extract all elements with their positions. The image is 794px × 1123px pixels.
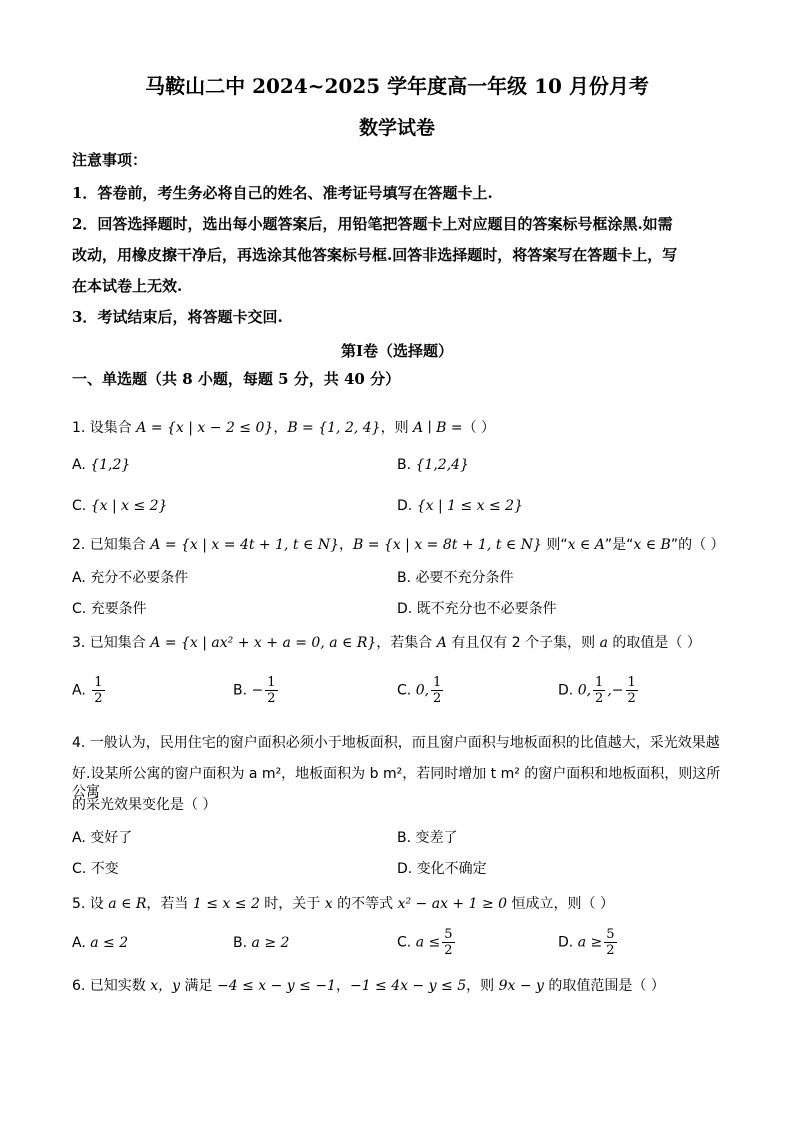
q2-stem-a: 2. 已知集合 — [72, 537, 151, 553]
fraction-numerator: 1 — [433, 675, 442, 690]
q3-var-a: a — [599, 635, 608, 651]
volume-title: 第Ⅰ卷（选择题） — [340, 342, 454, 360]
question-1-stem — [72, 419, 732, 437]
q2-option-c — [72, 598, 147, 618]
q5-option-a-text: a ≤ 2 — [90, 935, 129, 951]
q3-var-a-set: A — [436, 635, 447, 651]
q5-option-d-prefix: a ≥ — [577, 934, 603, 951]
q4-option-a — [72, 827, 132, 847]
q3-option-d-fraction-2 — [626, 675, 638, 706]
q3-stem-a: 3. 已知集合 — [72, 635, 151, 651]
q4-option-d — [397, 858, 487, 878]
fraction-denominator: 2 — [627, 691, 636, 706]
q2-option-b-text: 必要不充分条件 — [415, 570, 514, 586]
q1-set-b: B = {1, 2, 4} — [287, 420, 381, 436]
q4-option-a-label: A. — [72, 830, 86, 846]
q5-option-d-fraction — [604, 927, 616, 958]
q6-stem-d: ，则 — [466, 978, 499, 994]
q4-option-c-text: 不变 — [90, 861, 119, 877]
q2-stem-e: ”的（ ） — [670, 537, 725, 553]
q3-option-c-fraction — [431, 675, 443, 706]
q3-option-b-label: B. — [233, 682, 248, 699]
q6-stem-c: ， — [335, 978, 350, 994]
q1-stem-a: 1. 设集合 — [72, 420, 137, 436]
q6-stem-a: 6. 已知实数 — [72, 978, 151, 994]
q4-option-d-label: D. — [397, 861, 413, 877]
q3-option-d — [558, 675, 640, 706]
question-4-line-2: 好.设某所公寓的窗户面积为 a m²，地板面积为 b m²，若同时增加 t m² 的窗户面积和地板面积，则这所公寓 — [72, 766, 721, 800]
q1-option-c-label: C. — [72, 498, 87, 514]
q1-option-c — [72, 498, 167, 514]
q1-option-d-label: D. — [397, 498, 413, 514]
section-title: 一、单选题（共 8 小题，每题 5 分，共 40 分） — [72, 370, 401, 388]
question-4-line-3: 的采光效果变化是（ ） — [72, 797, 217, 813]
fraction-denominator: 2 — [595, 691, 604, 706]
q2-set-b: B = {x | x = 8t + 1, t ∈ N} — [352, 537, 542, 553]
q3-option-b — [233, 675, 280, 706]
fraction-denominator: 2 — [267, 691, 276, 706]
q5-stem-c: 时，关于 — [259, 896, 325, 912]
q1-expr: A ∣ B = — [413, 420, 463, 436]
question-5-stem — [72, 895, 732, 913]
exam-title: 马鞍山二中 2024~2025 学年度高一年级 10 月份月考 — [145, 74, 649, 98]
q1-option-b-label: B. — [397, 457, 412, 473]
q5-option-d — [558, 927, 619, 958]
q1-option-b — [397, 457, 469, 473]
question-3-stem — [72, 634, 732, 652]
q5-option-c-fraction — [442, 927, 454, 958]
q3-option-d-prefix: 0, — [577, 682, 592, 699]
q5-option-b-text: a ≥ 2 — [251, 935, 290, 951]
q2-option-d-text: 既不充分也不必要条件 — [416, 601, 557, 617]
q1-stem-b: ， — [273, 420, 288, 436]
notice-item-2-line3: 在本试卷上无效. — [72, 277, 183, 295]
fraction-numerator: 1 — [627, 675, 636, 690]
fraction-denominator: 2 — [433, 691, 442, 706]
q2-stem-b: ， — [338, 537, 353, 553]
fraction-denominator: 2 — [94, 691, 103, 706]
q2-option-c-label: C. — [72, 601, 87, 617]
q4-option-c-label: C. — [72, 861, 87, 877]
q3-stem-b: ，若集合 — [376, 635, 437, 651]
q1-option-c-text: {x | x ≤ 2} — [90, 498, 168, 514]
notice-item-2-line2: 改动，用橡皮擦干净后，再选涂其他答案标号框.回答非选择题时，将答案写在答题卡上，写 — [72, 246, 678, 264]
notice-item-1: 1．答卷前，考生务必将自己的姓名、准考证号填写在答题卡上. — [72, 184, 493, 202]
q2-cond-1: x ∈ A — [567, 537, 605, 553]
q6-vars: x，y — [150, 978, 181, 994]
q6-stem-e: 的取值范围是（ ） — [543, 978, 665, 994]
q6-stem-b: 满足 — [180, 978, 217, 994]
q4-option-c — [72, 858, 119, 878]
fraction-numerator: 1 — [595, 675, 604, 690]
q6-cond-2: −1 ≤ 4x − y ≤ 5 — [349, 978, 467, 994]
q5-cond-range: 1 ≤ x ≤ 2 — [192, 896, 260, 912]
q1-option-d — [397, 498, 523, 514]
q2-stem-d: ”是“ — [604, 537, 634, 553]
q5-option-a-label: A. — [72, 935, 86, 951]
fraction-denominator: 2 — [444, 943, 453, 958]
q5-option-b-label: B. — [233, 935, 248, 951]
q4-option-b-label: B. — [397, 830, 412, 846]
q3-stem-d: 的取值是（ ） — [607, 635, 701, 651]
q3-option-d-label: D. — [558, 682, 574, 699]
q4-option-b-text: 变差了 — [415, 830, 458, 846]
q2-option-c-text: 充要条件 — [90, 601, 147, 617]
fraction-numerator: 5 — [444, 927, 453, 942]
q6-cond-1: −4 ≤ x − y ≤ −1 — [216, 978, 336, 994]
q3-option-c-prefix: 0, — [415, 682, 430, 699]
q6-expr: 9x − y — [498, 978, 544, 994]
fraction-numerator: 1 — [267, 675, 276, 690]
q4-option-d-text: 变化不确定 — [416, 861, 487, 877]
fraction-numerator: 5 — [606, 927, 615, 942]
q2-option-b — [397, 567, 514, 587]
q3-set-a: A = {x | ax² + x + a = 0, a ∈ R} — [150, 635, 377, 651]
q1-option-d-text: {x | 1 ≤ x ≤ 2} — [416, 498, 523, 514]
q5-option-a — [72, 935, 128, 951]
q3-option-a — [72, 675, 107, 706]
q5-option-c-label: C. — [397, 934, 412, 951]
q5-option-c — [397, 927, 457, 958]
q5-var-x: x — [324, 896, 333, 912]
q3-option-a-fraction — [92, 675, 104, 706]
q5-option-d-label: D. — [558, 934, 574, 951]
question-6-stem — [72, 977, 732, 995]
q2-cond-2: x ∈ B — [633, 537, 671, 553]
q1-set-a: A = {x | x − 2 ≤ 0} — [136, 420, 274, 436]
q5-option-b — [233, 935, 289, 951]
q2-option-a — [72, 567, 188, 587]
q3-option-c — [397, 675, 445, 706]
q2-stem-c: 则“ — [541, 537, 568, 553]
q1-option-a-text: {1,2} — [90, 457, 131, 473]
q3-option-d-mid: ,− — [607, 682, 624, 699]
q2-option-d-label: D. — [397, 601, 413, 617]
q3-option-a-label: A. — [72, 682, 86, 699]
q2-option-a-label: A. — [72, 570, 86, 586]
q5-stem-b: ，若当 — [146, 896, 193, 912]
q5-stem-d: 的不等式 — [332, 896, 398, 912]
q5-stem-a: 5. 设 — [72, 896, 109, 912]
q1-option-a-label: A. — [72, 457, 86, 473]
q5-cond-a: a ∈ R — [108, 896, 147, 912]
fraction-numerator: 1 — [94, 675, 103, 690]
exam-subtitle: 数学试卷 — [358, 117, 435, 139]
q3-option-d-fraction-1 — [593, 675, 605, 706]
q1-stem-c: ，则 — [380, 420, 414, 436]
q2-option-b-label: B. — [397, 570, 412, 586]
q1-stem-d: （ ） — [462, 420, 496, 436]
q2-option-d — [397, 598, 557, 618]
q1-option-a — [72, 457, 130, 473]
fraction-denominator: 2 — [606, 943, 615, 958]
q2-option-a-text: 充分不必要条件 — [90, 570, 189, 586]
q4-option-a-text: 变好了 — [90, 830, 133, 846]
q5-stem-e: 恒成立，则（ ） — [507, 896, 614, 912]
q3-option-b-fraction — [265, 675, 277, 706]
q2-set-a: A = {x | x = 4t + 1, t ∈ N} — [150, 537, 339, 553]
q3-option-b-sign: − — [251, 682, 264, 699]
q3-stem-c: 有且仅有 2 个子集，则 — [446, 635, 600, 651]
notice-heading: 注意事项： — [72, 151, 148, 169]
q4-option-b — [397, 827, 458, 847]
question-2-stem — [72, 536, 732, 554]
q1-option-b-text: {1,2,4} — [415, 457, 469, 473]
q5-option-c-prefix: a ≤ — [415, 934, 441, 951]
q3-option-c-label: C. — [397, 682, 412, 699]
notice-item-3: 3．考试结束后，将答题卡交回. — [72, 308, 283, 326]
notice-item-2-line1: 2．回答选择题时，选出每小题答案后，用铅笔把答题卡上对应题目的答案标号框涂黑.如需 — [72, 215, 673, 233]
q5-inequality: x² − ax + 1 ≥ 0 — [397, 896, 508, 912]
question-4-line-1: 4. 一般认为，民用住宅的窗户面积必须小于地板面积，而且窗户面积与地板面积的比值越大，采光效果越 — [72, 735, 720, 751]
